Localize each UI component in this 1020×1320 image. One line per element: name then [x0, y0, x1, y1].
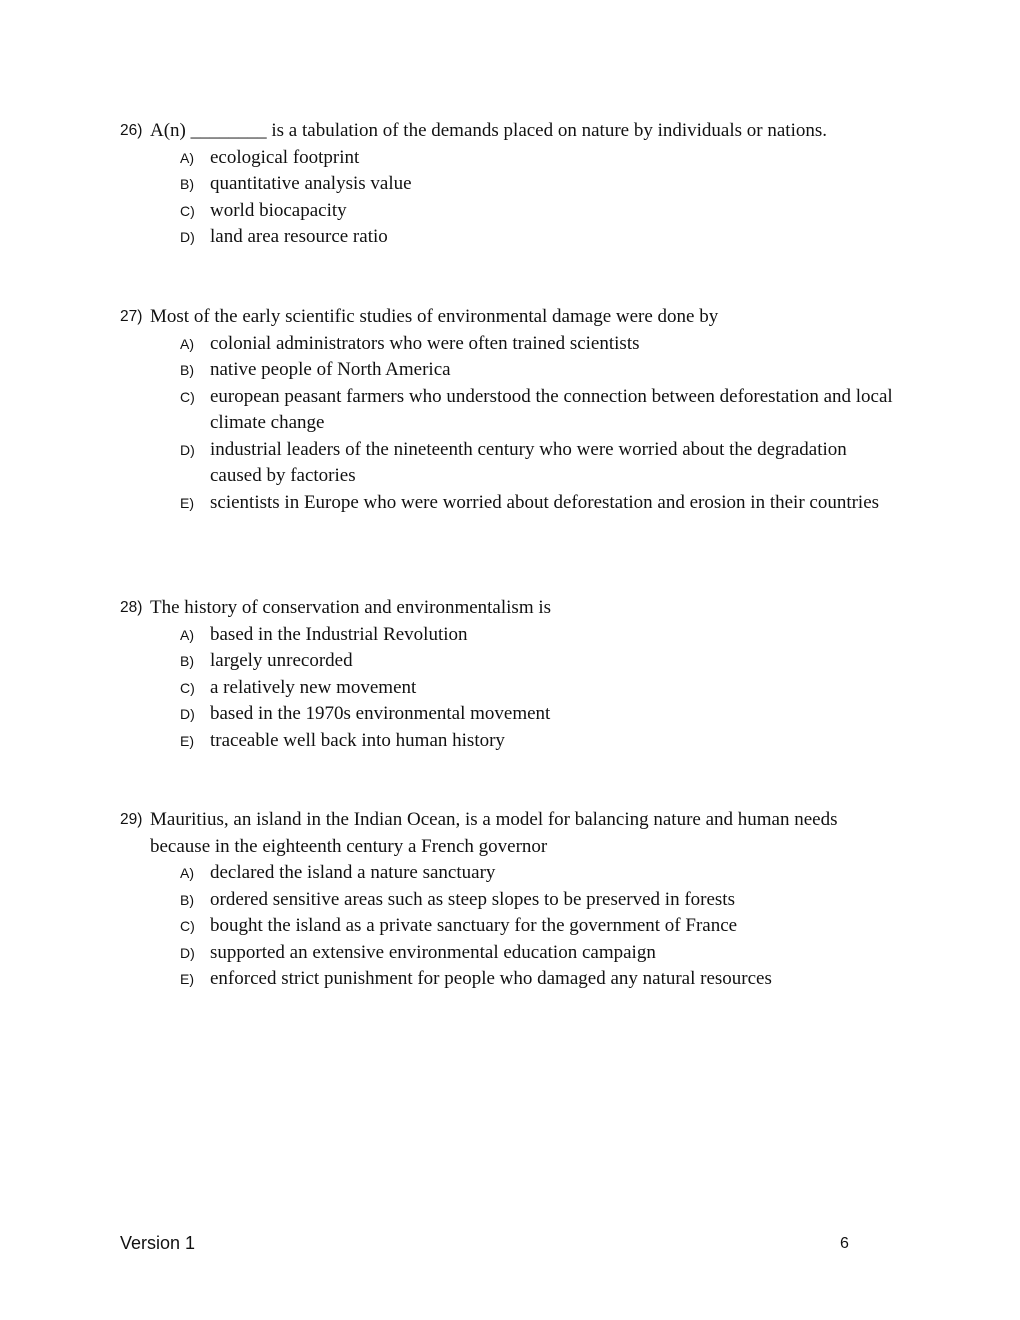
- choice-text: european peasant farmers who understood the connection between deforestation and local climate change: [210, 385, 893, 433]
- answer-choice: [120, 224, 900, 251]
- choice-letter: A): [180, 865, 194, 881]
- choice-text: industrial leaders of the nineteenth century who were worried about the degradation caused by factories: [210, 438, 847, 486]
- choice-letter: A): [180, 626, 194, 643]
- answer-choice: [120, 622, 900, 649]
- answer-choice: [120, 198, 900, 225]
- choice-text: enforced strict punishment for people who damaged any natural resources: [210, 968, 772, 989]
- answer-choice: [120, 648, 900, 675]
- choice-text: largely unrecorded: [210, 650, 353, 671]
- answer-choice: [120, 331, 900, 358]
- answer-choice: [120, 913, 900, 940]
- choice-text: bought the island as a private sanctuary for the government of France: [210, 915, 738, 936]
- choice-text: ecological footprint: [210, 146, 360, 168]
- question-28: [120, 595, 900, 754]
- choice-text: colonial administrators who were often trained scientists: [210, 332, 640, 354]
- question-stem: [120, 807, 900, 860]
- choice-letter: A): [180, 149, 194, 166]
- question-text: The history of conservation and environmentalism is: [150, 597, 552, 618]
- choice-letter: C): [180, 388, 195, 405]
- choice-letter: E): [180, 971, 194, 987]
- answer-choice: [120, 357, 900, 384]
- question-stem: [120, 118, 900, 145]
- answer-choices: [120, 622, 900, 755]
- question-number: 29): [120, 811, 143, 828]
- answer-choices: [120, 145, 900, 251]
- choice-letter: D): [180, 706, 195, 722]
- question-number: 28): [120, 599, 143, 616]
- choice-text: world biocapacity: [210, 199, 347, 221]
- answer-choice: [120, 675, 900, 702]
- choice-text: supported an extensive environmental education campaign: [210, 941, 656, 963]
- choice-text: a relatively new movement: [210, 676, 417, 698]
- choice-text: land area resource ratio: [210, 226, 388, 247]
- choice-text: quantitative analysis value: [210, 173, 412, 194]
- choice-letter: C): [180, 918, 195, 934]
- footer-version: Version 1: [120, 1233, 196, 1253]
- choice-letter: C): [180, 679, 195, 696]
- choice-letter: B): [180, 891, 194, 908]
- answer-choice: [120, 171, 900, 198]
- question-text: A(n) ________ is a tabulation of the demands placed on nature by individuals or nations.: [150, 120, 827, 141]
- question-stem: [120, 304, 900, 331]
- question-27: [120, 304, 900, 516]
- footer-page-number: 6: [840, 1235, 849, 1252]
- choice-text: based in the 1970s environmental movement: [210, 703, 551, 724]
- choice-text: scientists in Europe who were worried about deforestation and erosion in their countries: [210, 491, 880, 513]
- choice-letter: A): [180, 335, 194, 352]
- question-text: Most of the early scientific studies of environmental damage were done by: [150, 306, 719, 327]
- choice-letter: B): [180, 362, 194, 378]
- question-text: Mauritius, an island in the Indian Ocean, is a model for balancing nature and human needs because in the eighteenth century a French governor: [150, 809, 838, 857]
- question-number: 27): [120, 308, 143, 325]
- answer-choice: [120, 728, 900, 755]
- choice-letter: E): [180, 732, 194, 749]
- choice-text: declared the island a nature sanctuary: [210, 862, 496, 883]
- answer-choice: [120, 860, 900, 887]
- choice-text: traceable well back into human history: [210, 729, 505, 751]
- question-29: [120, 807, 900, 993]
- answer-choice: [120, 145, 900, 172]
- choice-letter: E): [180, 494, 194, 511]
- choice-letter: B): [180, 653, 194, 669]
- choice-text: based in the Industrial Revolution: [210, 623, 468, 645]
- question-26: [120, 118, 900, 251]
- answer-choice: [120, 940, 900, 967]
- choice-letter: D): [180, 944, 195, 961]
- answer-choice: [120, 490, 900, 517]
- question-stem: [120, 595, 900, 622]
- question-number: 26): [120, 122, 143, 139]
- choice-letter: D): [180, 229, 195, 245]
- answer-choice: [120, 701, 900, 728]
- answer-choices: [120, 860, 900, 993]
- answer-choice: [120, 887, 900, 914]
- choice-letter: D): [180, 441, 195, 458]
- answer-choice: [120, 384, 900, 437]
- answer-choices: [120, 331, 900, 517]
- choice-text: ordered sensitive areas such as steep slopes to be preserved in forests: [210, 888, 735, 910]
- choice-text: native people of North America: [210, 359, 451, 380]
- answer-choice: [120, 966, 900, 993]
- choice-letter: B): [180, 176, 194, 192]
- answer-choice: [120, 437, 900, 490]
- choice-letter: C): [180, 202, 195, 219]
